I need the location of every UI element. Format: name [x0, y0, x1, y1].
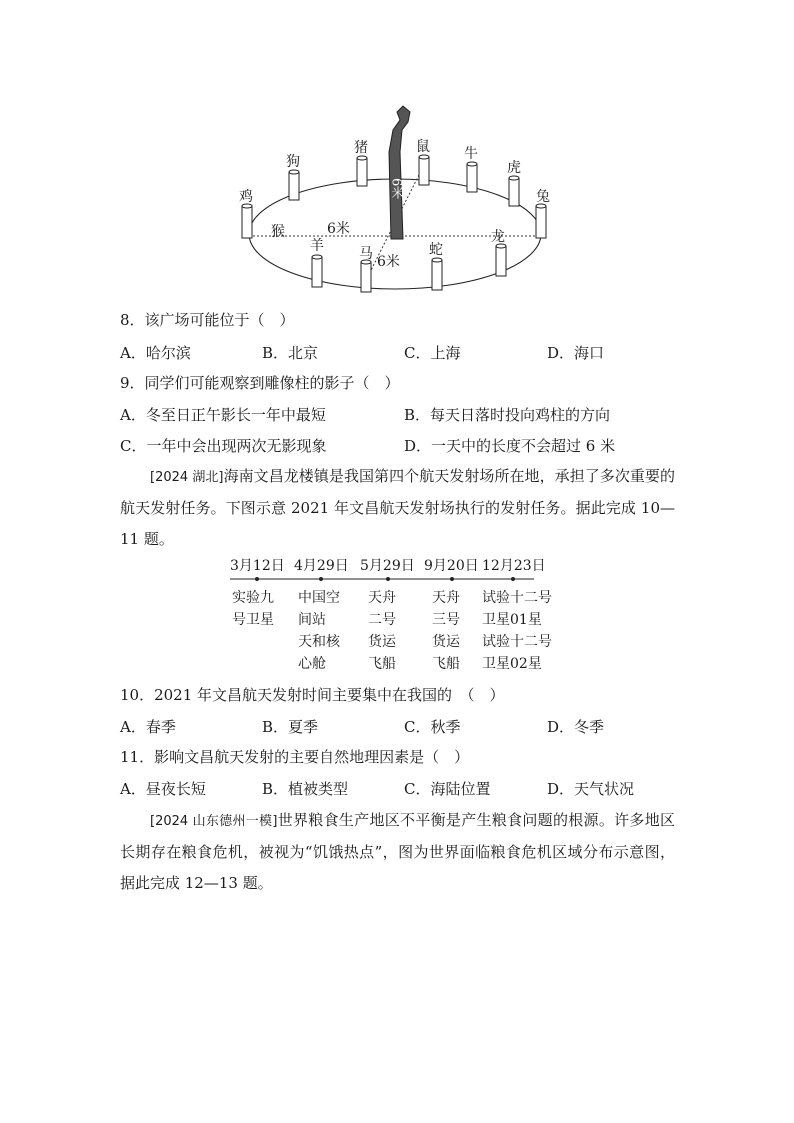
statue-column: [389, 106, 410, 239]
q8-option-a[interactable]: A．哈尔滨: [120, 344, 191, 362]
timeline-dot: [255, 577, 259, 581]
label-tiger: 虎: [507, 160, 521, 176]
label-horse: 马: [359, 246, 373, 262]
label-dist-vertical-text: 6米: [388, 178, 404, 200]
pillar-rabbit: [536, 204, 546, 238]
pillar-goat: [312, 255, 322, 287]
label-pig: 猪: [354, 140, 368, 156]
mission-2: 中国空 间站 天和核 心舱: [298, 590, 340, 672]
q8-option-c[interactable]: C．上海: [404, 344, 461, 362]
label-rat: 鼠: [416, 139, 430, 155]
timeline-date: 5月29日: [360, 558, 415, 574]
label-monkey: 猴: [271, 224, 285, 240]
timeline-dot: [319, 577, 323, 581]
q10-option-a[interactable]: A．春季: [120, 718, 176, 736]
intro-text: 世界粮食生产地区不平衡是产生粮食问题的根源。许多地区长期存在粮食危机，被视为“饥饿热点”，图为世界面临粮食危机区域分布示意图，据此完成 12—13 题。: [120, 811, 675, 892]
mission-1: 实验九 号卫星: [232, 590, 274, 628]
pillar-pig: [357, 156, 367, 186]
label-ox: 牛: [464, 146, 478, 162]
q10-option-d[interactable]: D．冬季: [547, 718, 605, 736]
q11-option-a[interactable]: A．昼夜长短: [120, 780, 206, 798]
timeline-axis: [230, 574, 540, 584]
mission-3: 天舟 二号 货运 飞船: [368, 590, 396, 672]
pillar-ox: [467, 162, 477, 192]
label-rooster: 鸡: [239, 189, 253, 205]
pillar-horse: [361, 260, 371, 292]
launch-timeline: [230, 555, 560, 680]
sundial-figure: [225, 100, 565, 300]
intro-paragraph-shandong: [120, 805, 675, 899]
q10-option-b[interactable]: B．夏季: [262, 718, 319, 736]
q8-option-b[interactable]: B．北京: [262, 344, 319, 362]
q10-stem: 10．2021 年文昌航天发射时间主要集中在我国的 （ ）: [120, 686, 505, 704]
q9-option-b[interactable]: B．每天日落时投向鸡柱的方向: [404, 406, 611, 424]
q9-option-a[interactable]: A．冬至日正午影长一年中最短: [120, 406, 326, 424]
timeline-dot: [511, 577, 515, 581]
q10-option-c[interactable]: C．秋季: [404, 718, 461, 736]
timeline-dot: [386, 577, 390, 581]
q9-option-d[interactable]: D．一天中的长度不会超过 6 米: [404, 437, 616, 455]
intro-paragraph-hubei: [120, 461, 675, 555]
q8-stem: 8．该广场可能位于（ ）: [120, 311, 295, 329]
timeline-date: 4月29日: [294, 558, 349, 574]
pillar-rooster: [242, 204, 252, 238]
pillar-dog: [289, 170, 299, 200]
label-snake: 蛇: [429, 242, 443, 258]
label-dist-left: 6米: [327, 221, 350, 237]
pillar-snake: [432, 258, 442, 290]
source-tag: [2024 湖北]: [150, 470, 224, 485]
timeline-date: 12月23日: [482, 558, 546, 574]
pillar-rat: [419, 155, 429, 185]
label-rabbit: 兔: [536, 189, 550, 205]
q8-option-d[interactable]: D．海口: [547, 344, 605, 362]
timeline-date: 3月12日: [230, 558, 285, 574]
label-dist-vertical: [389, 178, 405, 200]
label-dist-front: 6米: [377, 254, 400, 270]
mission-5: 试验十二号 卫星01星 试验十二号 卫星02星: [482, 590, 552, 672]
pillar-dragon: [496, 244, 506, 276]
timeline-date: 9月20日: [424, 558, 479, 574]
label-dog: 狗: [286, 154, 300, 170]
q11-stem: 11．影响文昌航天发射的主要自然地理因素是（ ）: [120, 748, 470, 766]
timeline-dot: [450, 577, 454, 581]
pillar-tiger: [509, 176, 519, 206]
mission-4: 天舟 三号 货运 飞船: [432, 590, 460, 672]
intro-text: 海南文昌龙楼镇是我国第四个航天发射场所在地，承担了多次重要的航天发射任务。下图示意 2021 年文昌航天发射场执行的发射任务。据此完成 10—11 题。: [120, 467, 675, 548]
q9-option-c[interactable]: C．一年中会出现两次无影现象: [120, 437, 327, 455]
q11-option-d[interactable]: D．天气状况: [547, 780, 635, 798]
q11-option-b[interactable]: B．植被类型: [262, 780, 349, 798]
q9-stem: 9．同学们可能观察到雕像柱的影子（ ）: [120, 374, 400, 392]
source-tag: [2024 山东德州一模]: [150, 814, 278, 829]
label-dragon: 龙: [491, 229, 505, 245]
label-goat: 羊: [310, 238, 324, 254]
q11-option-c[interactable]: C．海陆位置: [404, 780, 491, 798]
